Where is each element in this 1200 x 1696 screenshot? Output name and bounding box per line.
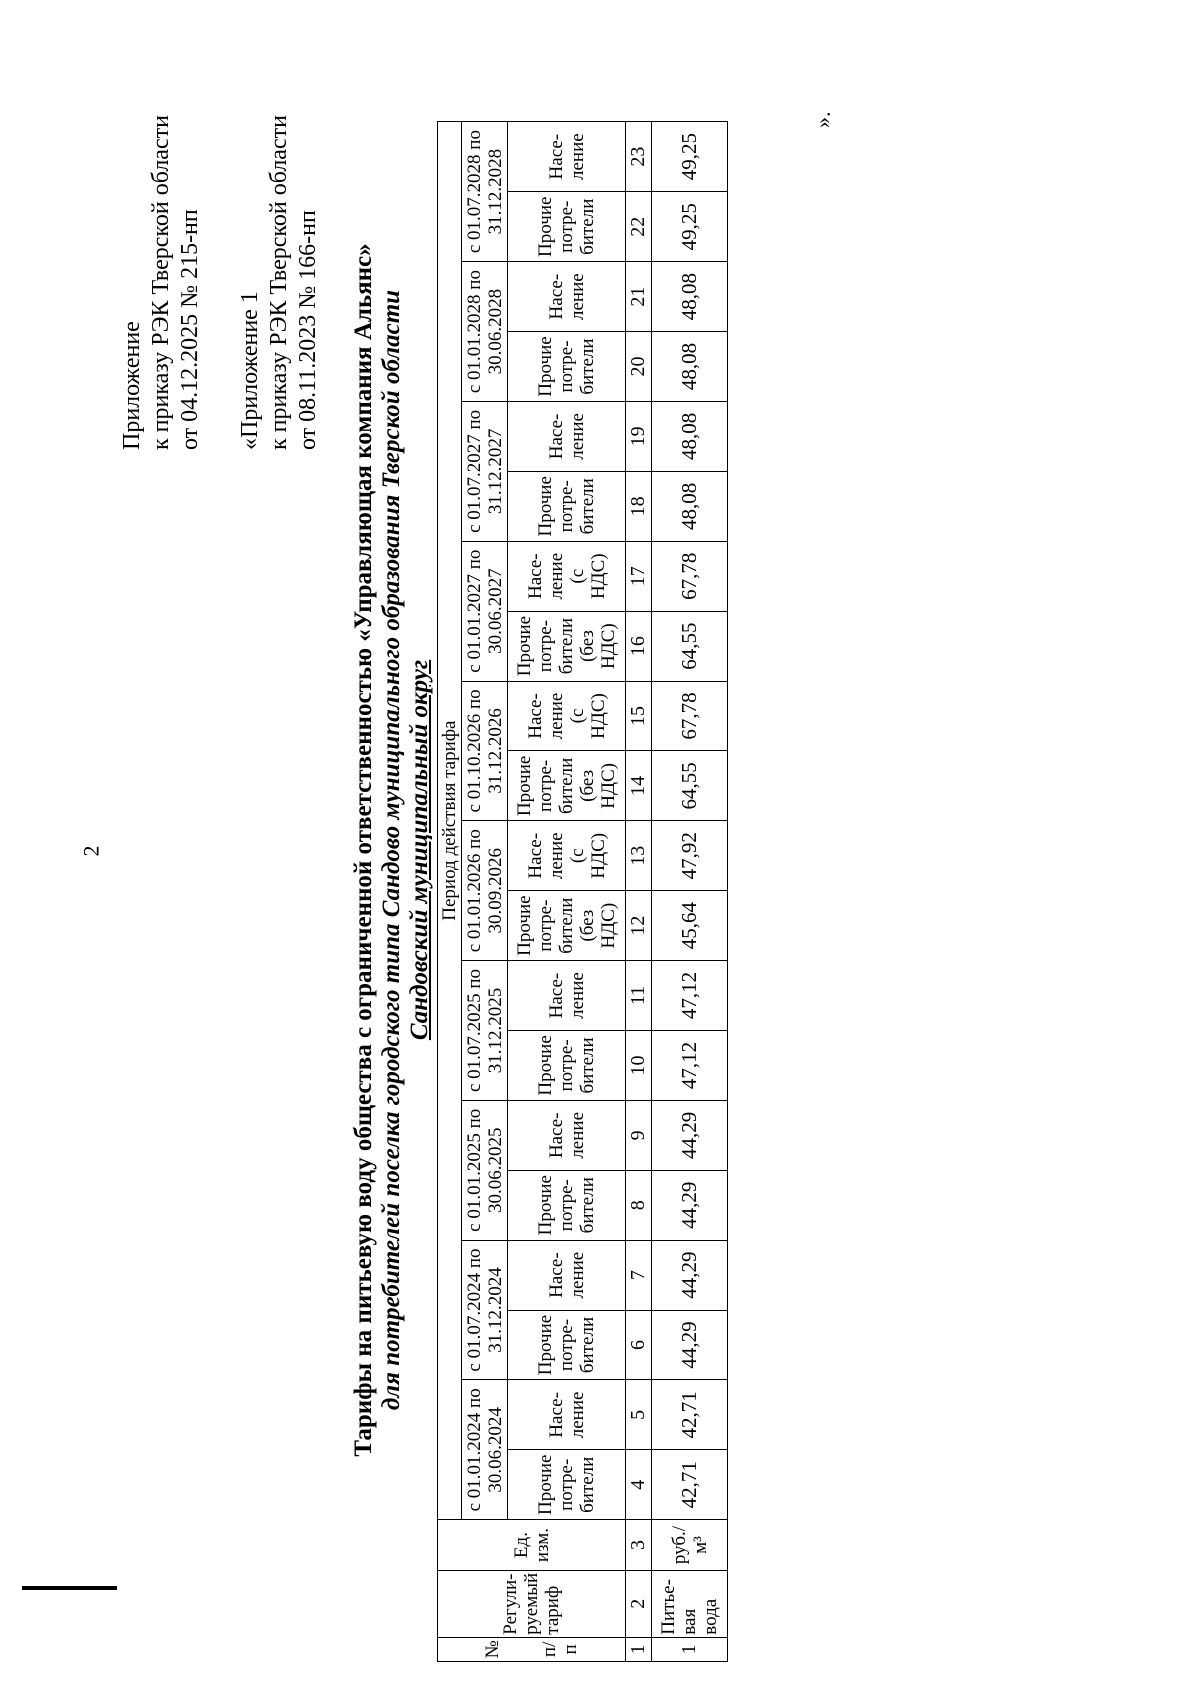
column-number: 17 <box>626 541 652 611</box>
column-number: 13 <box>626 821 652 891</box>
header-row-dates <box>462 122 508 1662</box>
appendix-block <box>118 115 323 450</box>
consumer-population: Насе- ление <box>508 961 626 1031</box>
tariff-value: 64,55 <box>652 751 728 821</box>
header-unit: Ед. изм. <box>438 1520 626 1571</box>
consumer-other-no-vat: Прочие потре- бители (без НДС) <box>508 751 626 821</box>
column-number: 19 <box>626 401 652 471</box>
consumer-population: Насе- ление <box>508 1240 626 1310</box>
consumer-other: Прочие потре- бители <box>508 1450 626 1520</box>
rotated-page-content <box>60 60 1120 1660</box>
title-line-3: Сандовский муниципальный округ <box>406 659 433 1041</box>
row-tariff-name: Питье- вая вода <box>652 1570 728 1637</box>
consumer-population: Насе- ление <box>508 262 626 332</box>
consumer-population-vat: Насе- ление (с НДС) <box>508 541 626 611</box>
tariff-value: 49,25 <box>652 192 728 262</box>
period-2027-h1: с 01.01.2027 по 30.06.2027 <box>462 541 508 681</box>
column-number: 22 <box>626 192 652 262</box>
tariff-value: 47,12 <box>652 1030 728 1100</box>
consumer-population-vat: Насе- ление (с НДС) <box>508 821 626 891</box>
appendix-order-date: от 04.12.2025 № 215-нп <box>177 209 203 450</box>
column-number: 15 <box>626 681 652 751</box>
column-number: 7 <box>626 1240 652 1310</box>
column-number: 20 <box>626 332 652 402</box>
column-number: 14 <box>626 751 652 821</box>
title-line-1: Тарифы на питьевую воду общества с ограниченной ответственностью «Управляющая компания Альянс» <box>350 243 377 1457</box>
consumer-other: Прочие потре- бители <box>508 1030 626 1100</box>
tariff-table <box>437 121 728 1662</box>
tariff-value: 48,08 <box>652 401 728 471</box>
column-number: 18 <box>626 471 652 541</box>
header-no-symbol: № <box>482 1640 503 1659</box>
tariff-value: 42,71 <box>652 1380 728 1450</box>
page-number: 2 <box>78 845 104 857</box>
consumer-other: Прочие потре- бители <box>508 1310 626 1380</box>
tariff-value: 44,29 <box>652 1170 728 1240</box>
consumer-population: Насе- ление <box>508 1100 626 1170</box>
consumer-population-vat: Насе- ление (с НДС) <box>508 681 626 751</box>
header-period: Период действия тарифа <box>438 122 462 1520</box>
row-unit: руб./ м³ <box>652 1520 728 1571</box>
header-no-suffix: п/ п <box>539 1641 581 1658</box>
tariff-value: 44,29 <box>652 1240 728 1310</box>
original-appendix-title: «Приложение 1 <box>237 291 263 450</box>
column-number: 6 <box>626 1310 652 1380</box>
consumer-other: Прочие потре- бители <box>508 332 626 402</box>
column-number: 16 <box>626 611 652 681</box>
tariff-value: 44,29 <box>652 1310 728 1380</box>
original-appendix-order-date: от 08.11.2023 № 166-нп <box>295 210 321 450</box>
header-no <box>438 1637 626 1661</box>
tariff-value: 48,08 <box>652 332 728 402</box>
header-row-period <box>438 122 462 1662</box>
tariff-value: 44,29 <box>652 1100 728 1170</box>
column-number: 12 <box>626 891 652 961</box>
consumer-other: Прочие потре- бители <box>508 192 626 262</box>
header-tariff: Регули- руемый тариф <box>438 1570 626 1637</box>
closing-quote: ». <box>810 111 835 128</box>
table-row <box>652 122 728 1662</box>
column-number: 21 <box>626 262 652 332</box>
column-number: 11 <box>626 961 652 1031</box>
period-2028-h1: с 01.01.2028 по 30.06.2028 <box>462 262 508 402</box>
period-2025-h1: с 01.01.2025 по 30.06.2025 <box>462 1100 508 1240</box>
tariff-value: 67,78 <box>652 541 728 611</box>
tariff-value: 47,12 <box>652 961 728 1031</box>
document-title <box>350 110 434 1590</box>
tariff-value: 64,55 <box>652 611 728 681</box>
tariff-value: 67,78 <box>652 681 728 751</box>
tariff-value: 49,25 <box>652 122 728 192</box>
consumer-population: Насе- ление <box>508 401 626 471</box>
column-number-row <box>626 122 652 1662</box>
column-number: 9 <box>626 1100 652 1170</box>
consumer-other-no-vat: Прочие потре- бители (без НДС) <box>508 891 626 961</box>
column-number: 4 <box>626 1450 652 1520</box>
period-2024-h1: с 01.01.2024 по 30.06.2024 <box>462 1380 508 1520</box>
column-number: 10 <box>626 1030 652 1100</box>
period-2026-q4: с 01.10.2026 по 31.12.2026 <box>462 681 508 821</box>
consumer-population: Насе- ление <box>508 122 626 192</box>
period-2027-h2: с 01.07.2027 по 31.12.2027 <box>462 401 508 541</box>
period-2026-q1q3: с 01.01.2026 по 30.09.2026 <box>462 821 508 961</box>
column-number: 3 <box>626 1520 652 1571</box>
consumer-population: Насе- ление <box>508 1380 626 1450</box>
original-appendix-order-ref: к приказу РЭК Тверской области <box>266 115 292 450</box>
column-number: 1 <box>626 1637 652 1661</box>
consumer-other-no-vat: Прочие потре- бители (без НДС) <box>508 611 626 681</box>
row-number: 1 <box>652 1637 728 1661</box>
consumer-other: Прочие потре- бители <box>508 1170 626 1240</box>
tariff-value: 47,92 <box>652 821 728 891</box>
header-row-consumers <box>508 122 626 1662</box>
period-2025-h2: с 01.07.2025 по 31.12.2025 <box>462 961 508 1101</box>
column-number: 2 <box>626 1570 652 1637</box>
period-2024-h2: с 01.07.2024 по 31.12.2024 <box>462 1240 508 1380</box>
tariff-value: 48,08 <box>652 262 728 332</box>
period-2028-h2: с 01.07.2028 по 31.12.2028 <box>462 122 508 262</box>
title-line-2: для потребителей поселка городского типа Сандово муниципального образования Тверской области <box>378 289 405 1411</box>
tariff-value: 42,71 <box>652 1450 728 1520</box>
consumer-other: Прочие потре- бители <box>508 471 626 541</box>
appendix-title: Приложение <box>119 321 145 450</box>
column-number: 8 <box>626 1170 652 1240</box>
column-number: 5 <box>626 1380 652 1450</box>
appendix-order-ref: к приказу РЭК Тверской области <box>148 115 174 450</box>
tariff-value: 48,08 <box>652 471 728 541</box>
column-number: 23 <box>626 122 652 192</box>
tariff-value: 45,64 <box>652 891 728 961</box>
